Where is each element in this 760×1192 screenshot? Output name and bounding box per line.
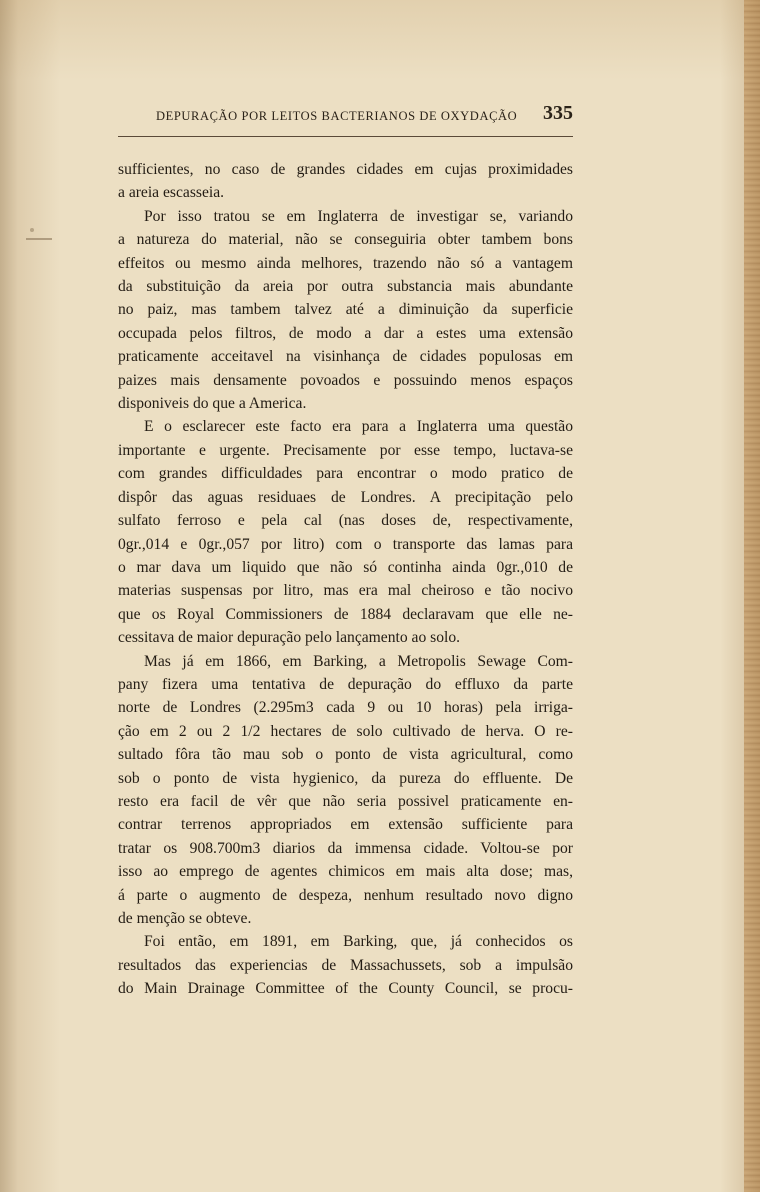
paragraph — [118, 650, 573, 931]
text-line: á parte o augmento de despeza, nenhum resultado novo digno — [118, 886, 573, 904]
text-line: da substituição da areia por outra substancia mais abundante — [118, 278, 573, 296]
header-rule — [118, 136, 573, 137]
text-line: do Main Drainage Committee of the County Council, se procu- — [118, 980, 573, 998]
text-line: sultado fôra tão mau sob o ponto de vista agricultural, como — [118, 746, 573, 764]
page-number: 335 — [543, 102, 573, 124]
text-line: 0gr.,014 e 0gr.,057 por litro) com o transporte das lamas para — [118, 535, 573, 553]
text-line: Foi então, em 1891, em Barking, que, já conhecidos os — [144, 933, 573, 951]
text-line: effeitos ou mesmo ainda melhores, trazendo não só a vantagem — [118, 254, 573, 272]
text-line: Mas já em 1866, em Barking, a Metropolis Sewage Com- — [144, 652, 573, 670]
text-line: materias suspensas por litro, mas era mal cheiroso e tão nocivo — [118, 582, 573, 600]
text-line: resto era facil de vêr que não seria possivel praticamente en- — [118, 792, 573, 810]
text-line: Por isso tratou se em Inglaterra de investigar se, variando — [144, 207, 573, 225]
text-line: occupada pelos filtros, de modo a dar a estes uma extensão — [118, 324, 573, 342]
margin-mark — [30, 228, 34, 232]
body-text — [118, 158, 573, 1001]
text-line: sulfato ferroso e pela cal (nas doses de, respectivamente, — [118, 512, 573, 530]
text-line: a natureza do material, não se conseguiria obter tambem bons — [118, 231, 573, 249]
text-line: o mar dava um liquido que não só continha ainda 0gr.,010 de — [118, 558, 573, 576]
paragraph — [118, 415, 573, 649]
text-line: importante e urgente. Precisamente por esse tempo, luctava-se — [118, 441, 573, 459]
text-line: cessitava de maior depuração pelo lançamento ao solo. — [118, 629, 461, 647]
text-line: de menção se obteve. — [118, 910, 252, 927]
text-line: a areia escasseia. — [118, 184, 225, 202]
text-line: pany fizera uma tentativa de depuração do effluxo da parte — [118, 675, 573, 693]
text-line: praticamente acceitavel na visinhança de cidades populosas em — [118, 348, 573, 366]
text-line: norte de Londres (2.295m3 cada 9 ou 10 horas) pela irriga- — [118, 699, 573, 717]
text-line: paizes mais densamente povoados e possuindo menos espaços — [118, 371, 573, 389]
paragraph — [118, 205, 573, 416]
text-line: sufficientes, no caso de grandes cidades em cujas proximidades — [118, 161, 573, 178]
text-line: com grandes difficuldades para encontrar o modo pratico de — [118, 465, 573, 483]
text-line: que os Royal Commissioners de 1884 declaravam que elle ne- — [118, 605, 573, 623]
text-line: tratar os 908.700m3 diarios da immensa cidade. Voltou-se por — [118, 839, 573, 857]
running-title: DEPURAÇÃO POR LEITOS BACTERIANOS DE OXYDAÇÃO — [156, 109, 518, 123]
text-line: E o esclarecer este facto era para a Inglaterra uma questão — [144, 418, 573, 436]
text-line: contrar terrenos appropriados em extensão sufficiente para — [118, 816, 573, 834]
text-line: sob o ponto de vista hygienico, da pureza do effluente. De — [118, 769, 573, 787]
text-line: isso ao emprego de agentes chimicos em mais alta dose; mas, — [118, 863, 573, 881]
page-edge — [744, 0, 760, 1192]
text-line: dispôr das aguas residuaes de Londres. A precipitação pelo — [118, 488, 573, 506]
paragraph — [118, 930, 573, 1000]
text-line: no paiz, mas tambem talvez até a diminuição da superficie — [118, 301, 573, 319]
margin-mark — [26, 238, 52, 240]
paragraph — [118, 158, 573, 205]
page-header — [118, 100, 573, 130]
text-line: ção em 2 ou 2 1/2 hectares de solo cultivado de herva. O re- — [118, 722, 573, 740]
text-line: resultados das experiencias de Massachussets, sob a impulsão — [118, 956, 573, 974]
text-line: disponiveis do que a America. — [118, 395, 307, 413]
